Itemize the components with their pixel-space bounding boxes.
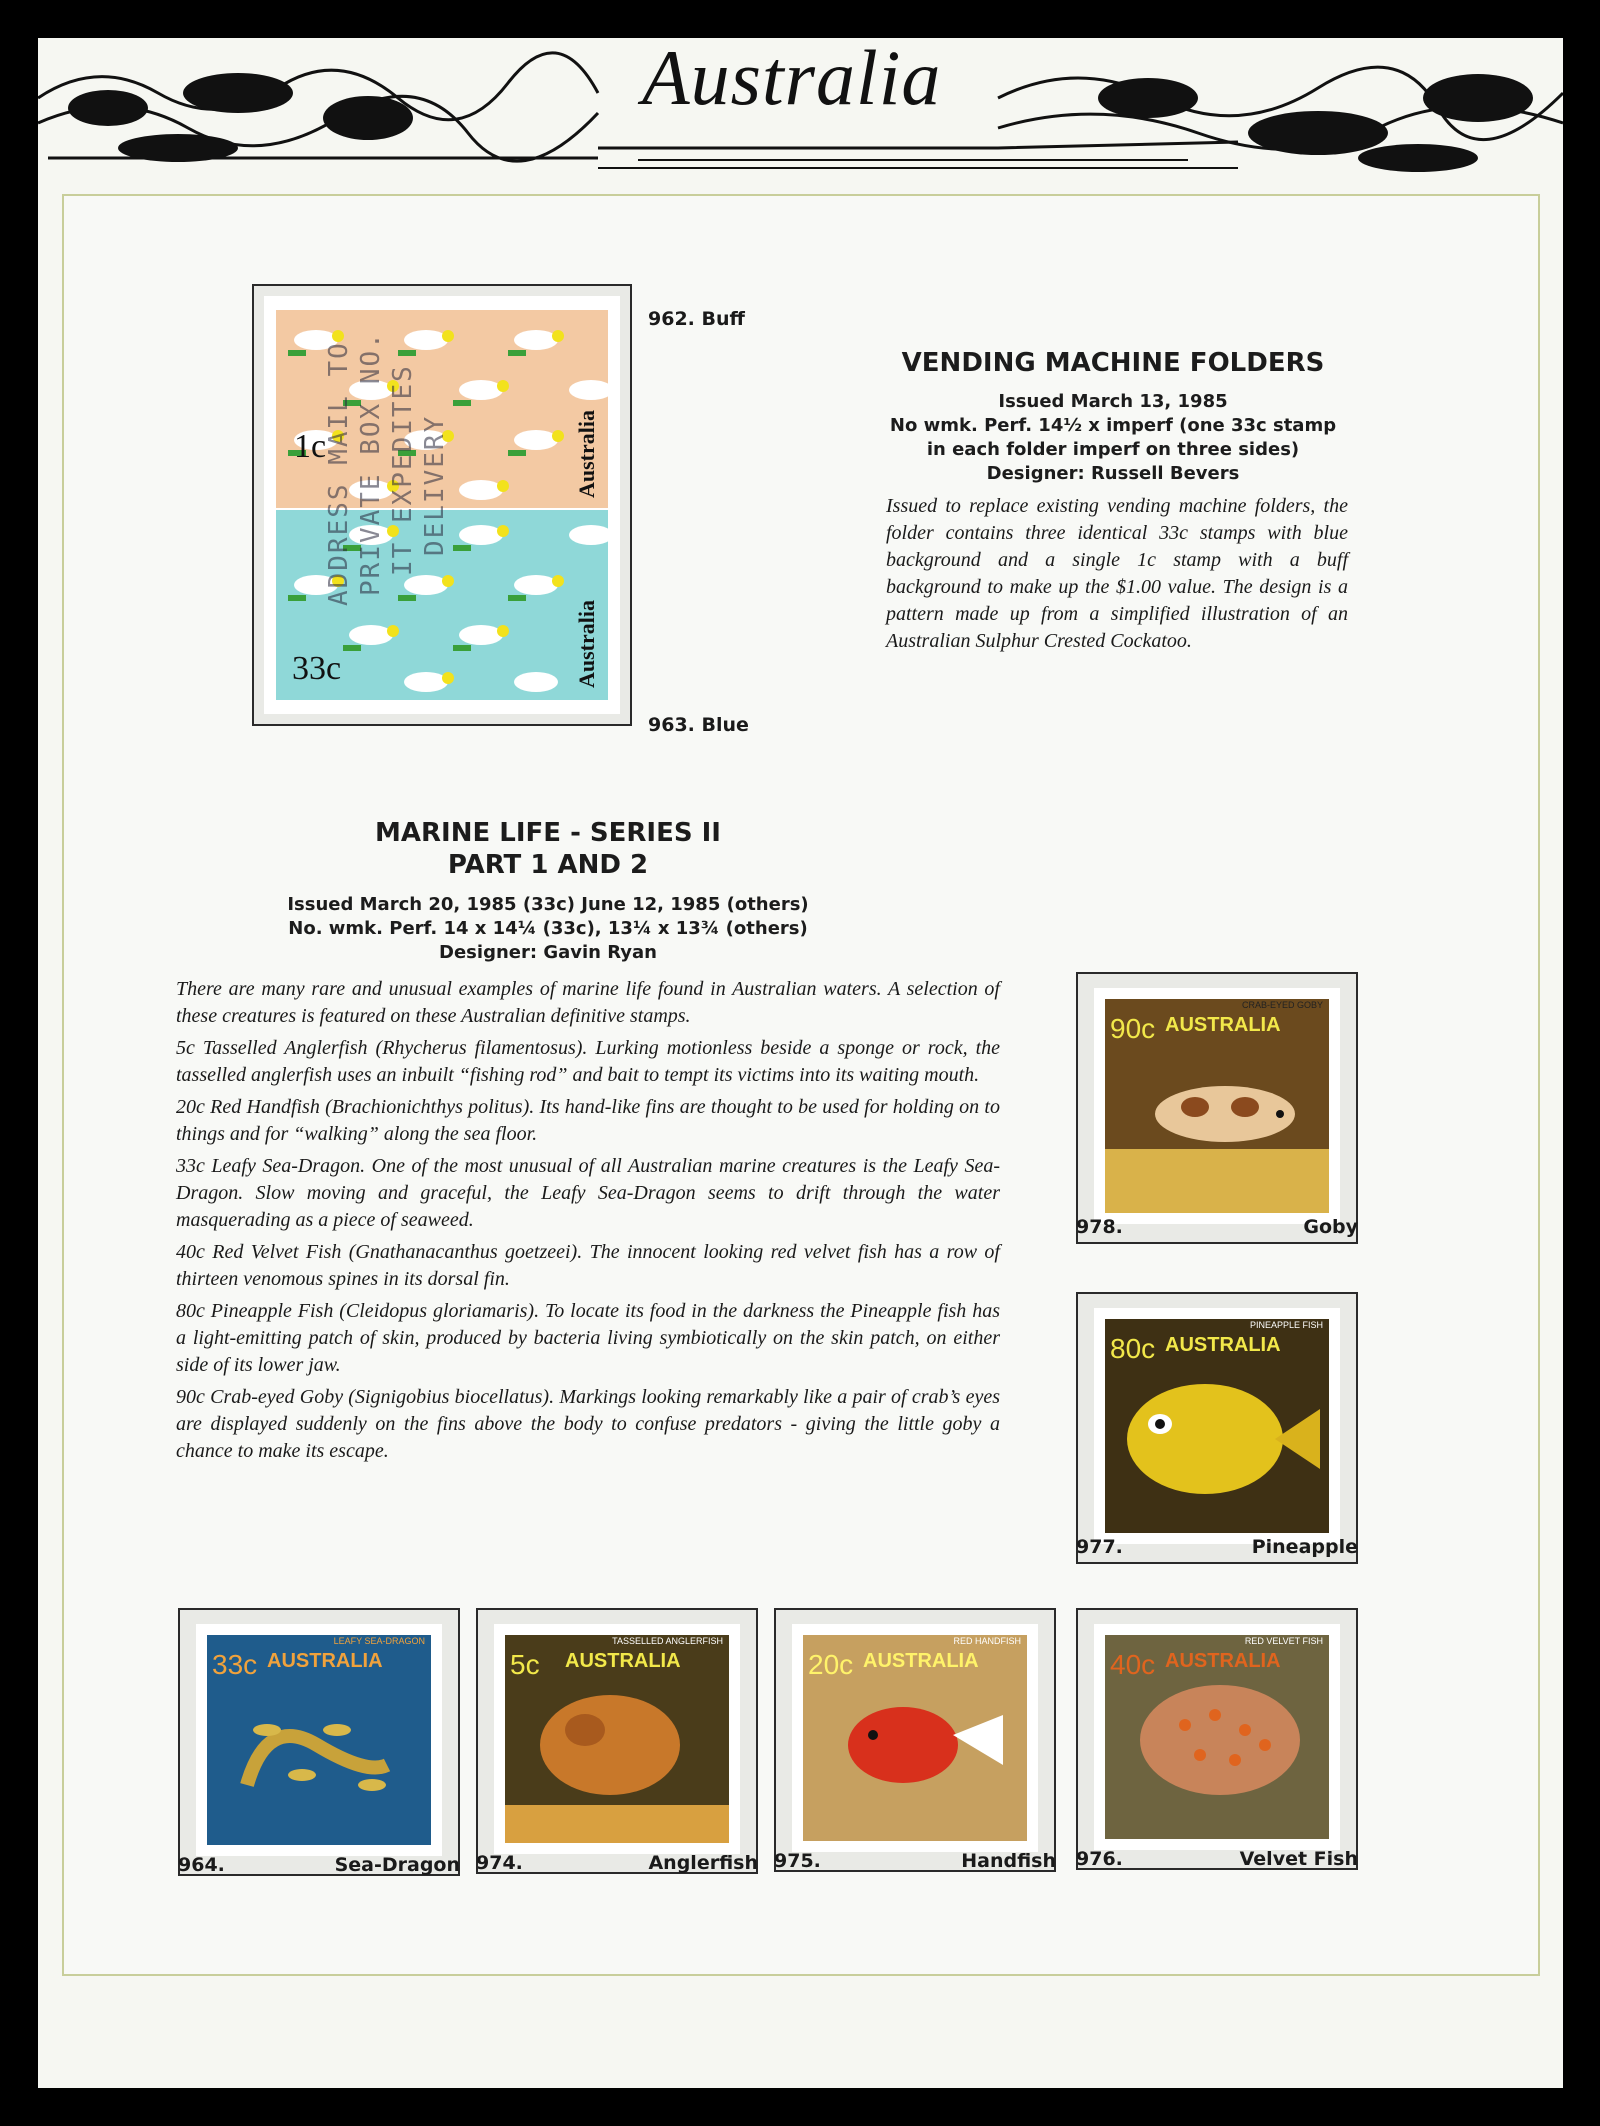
stamp-velvet-fish-country: AUSTRALIA xyxy=(1165,1650,1281,1672)
goby-number: 978. xyxy=(1076,1216,1123,1238)
sea-dragon-label: Sea-Dragon xyxy=(334,1854,460,1876)
marine-designer: Designer: Gavin Ryan xyxy=(439,942,657,963)
stamp-handfish xyxy=(792,1624,1038,1852)
stamp-anglerfish-country: AUSTRALIA xyxy=(565,1650,681,1672)
stamp-pineapple-value: 80c xyxy=(1110,1333,1156,1364)
stamp-velvet-fish-value: 40c xyxy=(1110,1649,1156,1680)
stamp-anglerfish-name: TASSELLED ANGLERFISH xyxy=(612,1636,723,1646)
stamp-sea-dragon-value: 33c xyxy=(212,1649,258,1680)
pineapple-number: 977. xyxy=(1076,1536,1123,1558)
booklet-pane xyxy=(264,296,620,714)
vending-perf: No wmk. Perf. 14½ x imperf (one 33c stamp xyxy=(889,415,1337,436)
stamp-goby-design xyxy=(1105,999,1329,1213)
stamp-handfish-country: AUSTRALIA xyxy=(863,1650,979,1672)
stamp-mount-goby xyxy=(1076,972,1358,1244)
stamp-velvet-fish xyxy=(1094,1624,1340,1850)
buff-caption: 962. Buff xyxy=(648,308,745,330)
marine-anglerfish: 5c Tasselled Anglerfish (Rhycherus filamentosus). Lurking motionless beside a sponge or rock, the tasselled anglerfish uses an inbuilt “fishing rod” and bait to tempt its victims into its waiting mouth. xyxy=(176,1037,1000,1086)
stamp-anglerfish-design xyxy=(505,1635,729,1843)
stamp-goby-country: AUSTRALIA xyxy=(1165,1014,1281,1036)
marine-text xyxy=(176,976,1000,1465)
stamp-velvet-fish-design xyxy=(1105,1635,1329,1839)
cancel-line-2: PRIVATE BOX NO. xyxy=(356,331,386,596)
marine-perf: No. wmk. Perf. 14 x 14¼ (33c), 13¼ x 13¾ (others) xyxy=(288,918,808,939)
marine-velvet-fish: 40c Red Velvet Fish (Gnathanacanthus goetzeei). The innocent looking red velvet fish has a row of thirteen venomous spines in its dorsal fin. xyxy=(176,1241,1000,1290)
marine-title: MARINE LIFE - SERIES II xyxy=(375,818,721,848)
stamp-goby xyxy=(1094,988,1340,1224)
stamp-mount-anglerfish xyxy=(476,1608,758,1874)
page-title: Australia xyxy=(628,38,955,118)
marine-goby: 90c Crab-eyed Goby (Signigobius biocellatus). Markings looking remarkably like a pair of crab’s eyes are displayed suddenly on the fins above the body to confuse predators - giving the little goby a chance to make its escape. xyxy=(176,1386,1000,1462)
stamp-handfish-name: RED HANDFISH xyxy=(953,1636,1021,1646)
velvet-fish-label: Velvet Fish xyxy=(1239,1848,1358,1870)
stamp-handfish-value: 20c xyxy=(808,1649,854,1680)
stamp-sea-dragon-name: LEAFY SEA-DRAGON xyxy=(333,1636,425,1646)
vending-issued: Issued March 13, 1985 xyxy=(998,391,1228,412)
booklet-mount xyxy=(252,284,632,726)
stamp-pineapple xyxy=(1094,1308,1340,1544)
stamp-sea-dragon-country: AUSTRALIA xyxy=(267,1650,383,1672)
stamp-pineapple-country: AUSTRALIA xyxy=(1165,1334,1281,1356)
pineapple-label: Pineapple xyxy=(1251,1536,1358,1558)
marine-issued: Issued March 20, 1985 (33c) June 12, 1985 (others) xyxy=(287,894,809,915)
anglerfish-label: Anglerfish xyxy=(648,1852,758,1874)
vending-perf-2: in each folder imperf on three sides) xyxy=(926,439,1300,460)
stamp-velvet-fish-name: RED VELVET FISH xyxy=(1244,1636,1323,1646)
vending-description: Issued to replace existing vending machine folders, the folder contains three identical 33c stamps with blue background and a single 1c stamp with a buff background to make up the $1.00 value. The design is a pattern made up from a simplified illustration of an Australian Sulphur Crested Cockatoo. xyxy=(886,495,1348,652)
anglerfish-number: 974. xyxy=(476,1852,523,1874)
goby-label: Goby xyxy=(1303,1216,1358,1238)
vending-designer: Designer: Russell Bevers xyxy=(986,463,1240,484)
stamp-anglerfish-value: 5c xyxy=(510,1649,540,1680)
handfish-label: Handfish xyxy=(961,1850,1056,1872)
stamp-mount-handfish xyxy=(774,1608,1056,1872)
stamp-sea-dragon-design xyxy=(207,1635,431,1845)
marine-sea-dragon: 33c Leafy Sea-Dragon. One of the most unusual of all Australian marine creatures is the Leafy Sea-Dragon. Slow moving and graceful, the Leafy Sea-Dragon seems to drift through the water masquerading as a piece of seaweed. xyxy=(176,1155,1000,1231)
marine-handfish: 20c Red Handfish (Brachionichthys politus). Its hand-like fins are thought to be used for holding on to things and for “walking” along the sea floor. xyxy=(176,1096,1000,1145)
stamp-goby-value: 90c xyxy=(1110,1013,1156,1044)
blue-stamp-value: 33c xyxy=(292,650,342,687)
cancel-line-1: ADDRESS MAIL TO xyxy=(324,341,354,606)
sea-dragon-number: 964. xyxy=(178,1854,225,1876)
stamp-handfish-design xyxy=(803,1635,1027,1841)
velvet-fish-number: 976. xyxy=(1076,1848,1123,1870)
cancel-line-3: IT EXPEDITES xyxy=(388,364,418,576)
stamp-mount-pineapple xyxy=(1076,1292,1358,1564)
marine-title-2: PART 1 AND 2 xyxy=(447,850,649,880)
stamp-pineapple-name: PINEAPPLE FISH xyxy=(1249,1320,1323,1330)
buff-stamp-value: 1c xyxy=(294,428,327,465)
buff-stamp-country: Australia xyxy=(574,410,599,498)
handfish-number: 975. xyxy=(774,1850,821,1872)
marine-intro: There are many rare and unusual examples of marine life found in Australian waters. A selection of these creatures is featured on these Australian definitive stamps. xyxy=(176,978,1000,1027)
stamp-mount-sea-dragon xyxy=(178,1608,460,1876)
marine-pineapple-fish: 80c Pineapple Fish (Cleidopus gloriamaris). To locate its food in the darkness the Pineapple fish has a light-emitting patch of skin, produced by bacteria living symbiotically on the skin patch, on either side of its lower jaw. xyxy=(176,1300,1000,1376)
stamp-pineapple-design xyxy=(1105,1319,1329,1533)
blue-caption: 963. Blue xyxy=(648,714,749,736)
vending-title: VENDING MACHINE FOLDERS xyxy=(901,348,1325,378)
stamp-mount-velvet-fish xyxy=(1076,1608,1358,1870)
cancel-line-4: DELIVERY xyxy=(420,414,450,556)
blue-stamp-country: Australia xyxy=(574,600,599,688)
stamp-anglerfish xyxy=(494,1624,740,1854)
album-page xyxy=(38,38,1563,2088)
stamp-goby-name: CRAB-EYED GOBY xyxy=(1241,1000,1323,1010)
stamp-sea-dragon xyxy=(196,1624,442,1856)
